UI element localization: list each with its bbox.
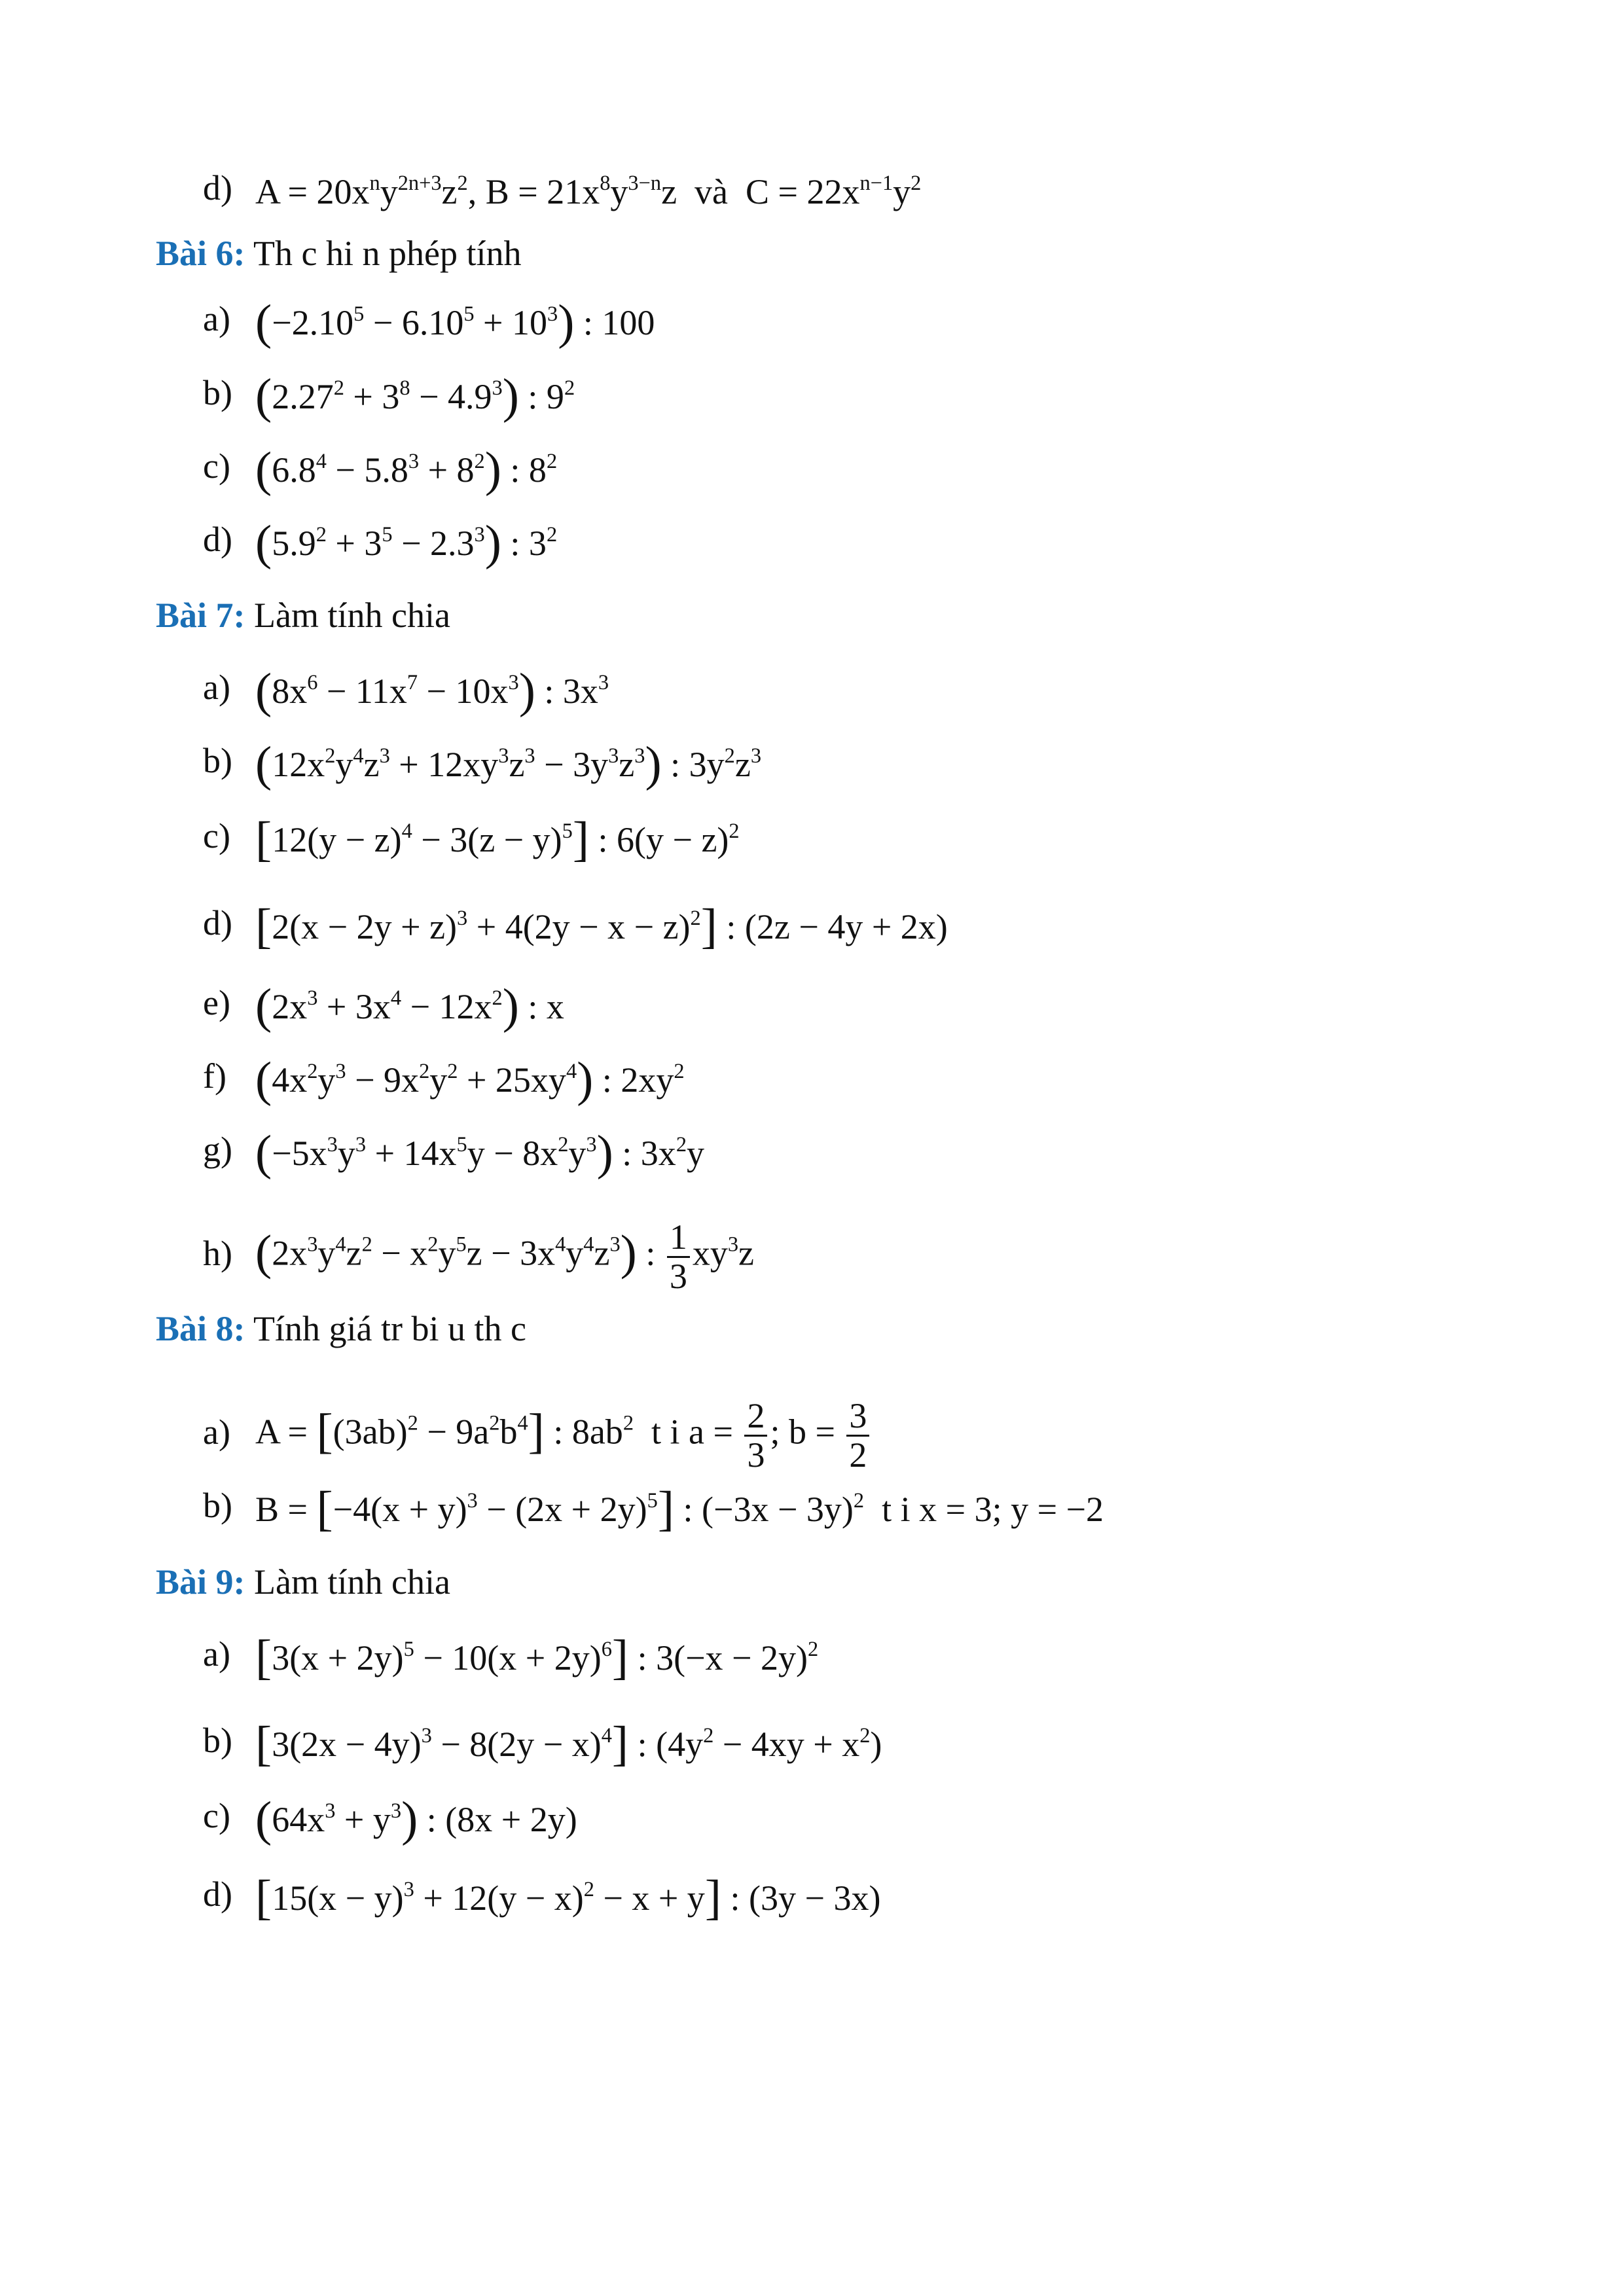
exercise-title: Th c hi n phép tính <box>253 234 522 273</box>
item-letter: b) <box>203 741 232 780</box>
math-expression: $(64x^3 + y^3)$ : (8x + 2y) <box>255 1791 577 1846</box>
item-letter: a) <box>203 1412 230 1452</box>
item-letter: f) <box>203 1056 226 1096</box>
exercise-item <box>203 295 1624 350</box>
exercise-item <box>203 1219 1624 1295</box>
item-letter: c) <box>203 816 230 855</box>
exercise-heading <box>156 1561 1624 1603</box>
item-letter: c) <box>203 1796 230 1835</box>
exercise-item <box>203 442 1624 497</box>
exercise-item <box>203 978 1624 1033</box>
exercise-item <box>203 1716 1624 1771</box>
math-expression: $[12(y - z)^4 - 3(z - y)^5]$ : $6(y - z)^2$ <box>255 812 740 867</box>
math-expression: $A = 20x^ny^{2n+3}z^2$, $B = 21x^8y^{3-n}z$ và $C = 22x^{n-1}y^2$ <box>255 171 922 211</box>
math-expression: $[3(2x - 4y)^3 - 8(2y - x)^4]$ : $(4y^2 - 4xy + x^2)$ <box>255 1716 882 1771</box>
exercise-item <box>203 1870 1624 1925</box>
exercise-item <box>203 1125 1624 1180</box>
item-letter: a) <box>203 299 230 338</box>
item-letter: b) <box>203 1721 232 1760</box>
math-expression: $[15(x - y)^3 + 12(y - x)^2 - x + y]$ : (3y − 3x) <box>255 1870 881 1925</box>
item-letter: d) <box>203 903 232 942</box>
exercise-item <box>203 812 1624 867</box>
item-letter: b) <box>203 373 232 412</box>
exercise-item <box>203 1481 1624 1536</box>
item-letter: e) <box>203 983 230 1022</box>
math-expression: $(-2.10^5 - 6.10^5 + 10^3)$ : 100 <box>255 295 655 350</box>
item-letter: h) <box>203 1233 232 1273</box>
exercise-label: Bài 7: <box>156 596 245 635</box>
math-expression: $B = [-4(x + y)^3 - (2x + 2y)^5]$ : $(-3x - 3y)^2$ t i x = 3; y = −2 <box>255 1481 1104 1536</box>
exercise-title: Làm tính chia <box>254 596 450 635</box>
math-expression: $(12x^2y^4z^3 + 12xy^3z^3 - 3y^3z^3)$ : $3y^2z^3$ <box>255 736 762 791</box>
exercise-item <box>203 167 1624 213</box>
math-expression: $(-5x^3y^3 + 14x^5y - 8x^2y^3)$ : $3x^2y$ <box>255 1125 705 1180</box>
exercise-item <box>203 515 1624 570</box>
item-letter: b) <box>203 1486 232 1525</box>
exercise-item <box>203 1630 1624 1685</box>
exercise-title: Làm tính chia <box>254 1562 450 1602</box>
math-expression: $[3(x + 2y)^5 - 10(x + 2y)^6]$ : $3(-x - 2y)^2$ <box>255 1630 819 1685</box>
math-expression: $(8x^6 - 11x^7 - 10x^3)$ : $3x^3$ <box>255 663 609 718</box>
exercise-item <box>203 899 1624 954</box>
exercise-item <box>203 1791 1624 1846</box>
math-expression: $(6.8^4 - 5.8^3 + 8^2)$ : $8^2$ <box>255 442 558 497</box>
exercise-heading <box>156 1308 1624 1350</box>
math-expression: $(2x^3 + 3x^4 - 12x^2)$ : x <box>255 978 564 1033</box>
exercise-label: Bài 9: <box>156 1562 245 1602</box>
item-letter: c) <box>203 446 230 486</box>
exercise-item <box>203 736 1624 791</box>
exercise-item <box>203 1397 1624 1473</box>
exercise-item <box>203 663 1624 718</box>
item-letter: d) <box>203 520 232 559</box>
item-letter: g) <box>203 1130 232 1169</box>
math-expression: $(2.27^2 + 3^8 - 4.9^3)$ : $9^2$ <box>255 368 575 423</box>
item-letter: a) <box>203 1634 230 1674</box>
exercise-heading <box>156 594 1624 636</box>
exercise-label: Bài 6: <box>156 234 245 273</box>
exercise-item <box>203 368 1624 423</box>
exercise-item <box>203 1052 1624 1107</box>
math-expression: $(4x^2y^3 - 9x^2y^2 + 25xy^4)$ : $2xy^2$ <box>255 1052 685 1107</box>
math-expression: $A = [(3ab)^2 - 9a^2b^4]$ : $8ab^2$ t i a = $\frac{2}{3}$ ; b = $\frac{3}{2}$ <box>255 1397 872 1473</box>
exercise-title: Tính giá tr bi u th c <box>253 1309 526 1348</box>
math-expression: $(2x^3y^4z^2 - x^2y^5z - 3x^4y^4z^3)$ : $\frac{1}{3}$ $xy^3z$ <box>255 1217 755 1296</box>
item-letter: d) <box>203 168 232 207</box>
math-expression: $[2(x - 2y + z)^3 + 4(2y - x - z)^2]$ : (2z − 4y + 2x) <box>255 899 948 954</box>
exercise-label: Bài 8: <box>156 1309 245 1348</box>
item-letter: a) <box>203 668 230 707</box>
item-letter: d) <box>203 1874 232 1914</box>
math-expression: $(5.9^2 + 3^5 - 2.3^3)$ : $3^2$ <box>255 515 558 570</box>
exercise-heading <box>156 232 1624 274</box>
